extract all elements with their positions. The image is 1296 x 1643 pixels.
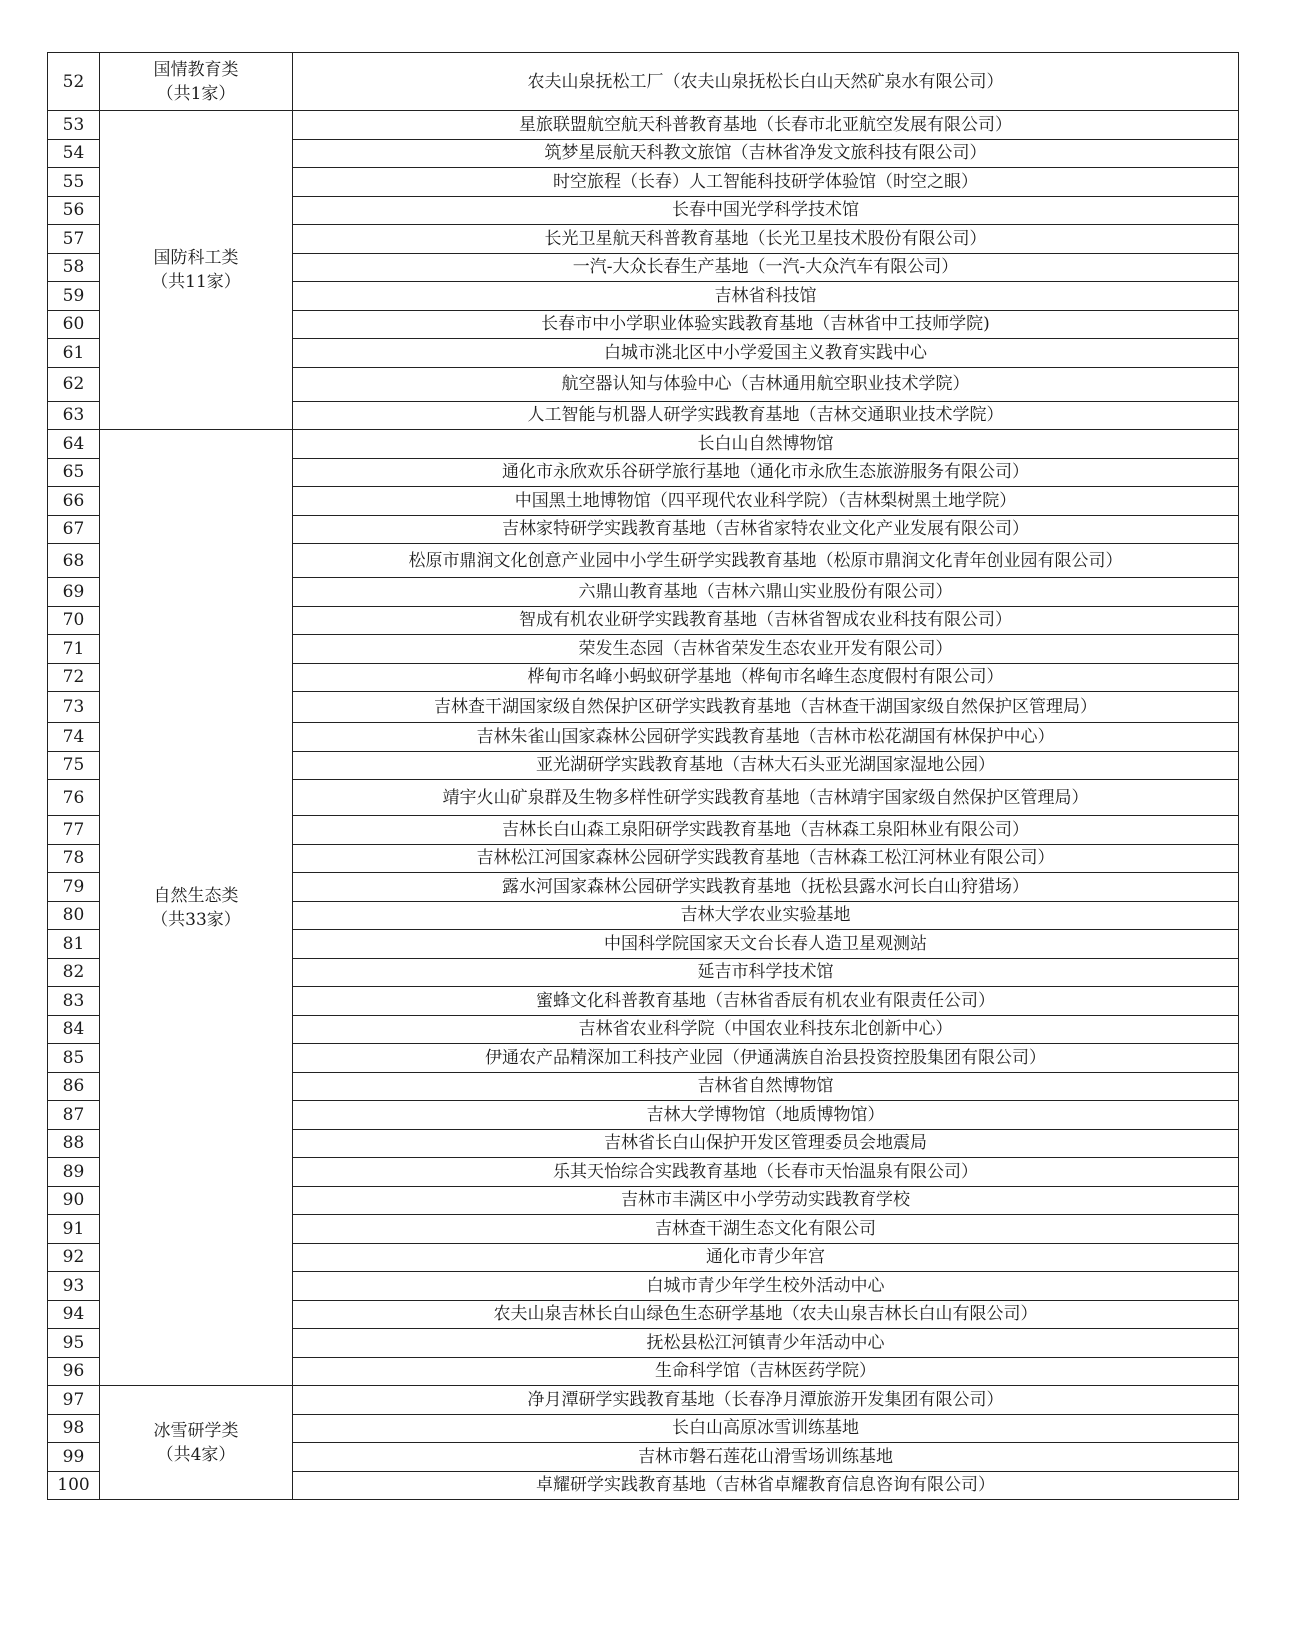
base-name: 卓耀研学实践教育基地（吉林省卓耀教育信息咨询有限公司） — [293, 1471, 1239, 1500]
row-number: 99 — [48, 1443, 100, 1472]
row-number: 87 — [48, 1101, 100, 1130]
row-number: 70 — [48, 606, 100, 635]
row-number: 88 — [48, 1129, 100, 1158]
row-number: 54 — [48, 139, 100, 168]
row-number: 83 — [48, 987, 100, 1016]
row-number: 63 — [48, 401, 100, 430]
base-name: 吉林省自然博物馆 — [293, 1072, 1239, 1101]
category-cell — [100, 53, 293, 111]
base-name: 吉林松江河国家森林公园研学实践教育基地（吉林森工松江河林业有限公司） — [293, 844, 1239, 873]
base-name: 吉林家特研学实践教育基地（吉林省家特农业文化产业发展有限公司） — [293, 515, 1239, 544]
row-number: 98 — [48, 1414, 100, 1443]
base-name: 时空旅程（长春）人工智能科技研学体验馆（时空之眼） — [293, 168, 1239, 197]
base-name: 航空器认知与体验中心（吉林通用航空职业技术学院） — [293, 367, 1239, 401]
base-name: 吉林查干湖生态文化有限公司 — [293, 1215, 1239, 1244]
row-number: 71 — [48, 635, 100, 664]
row-number: 93 — [48, 1272, 100, 1301]
base-name: 抚松县松江河镇青少年活动中心 — [293, 1329, 1239, 1358]
row-number: 72 — [48, 663, 100, 692]
row-number: 53 — [48, 111, 100, 140]
row-number: 67 — [48, 515, 100, 544]
base-name: 长春中国光学科学技术馆 — [293, 196, 1239, 225]
row-number: 59 — [48, 282, 100, 311]
row-number: 61 — [48, 339, 100, 368]
base-name: 白城市青少年学生校外活动中心 — [293, 1272, 1239, 1301]
base-name: 露水河国家森林公园研学实践教育基地（抚松县露水河长白山狩猎场） — [293, 873, 1239, 902]
base-name: 靖宇火山矿泉群及生物多样性研学实践教育基地（吉林靖宇国家级自然保护区管理局） — [293, 780, 1239, 816]
row-number: 86 — [48, 1072, 100, 1101]
base-name: 长白山自然博物馆 — [293, 430, 1239, 459]
base-name: 荣发生态园（吉林省荣发生态农业开发有限公司） — [293, 635, 1239, 664]
row-number: 94 — [48, 1300, 100, 1329]
base-name: 吉林长白山森工泉阳研学实践教育基地（吉林森工泉阳林业有限公司） — [293, 816, 1239, 845]
base-name: 通化市青少年宫 — [293, 1243, 1239, 1272]
base-name: 吉林省科技馆 — [293, 282, 1239, 311]
base-name: 吉林市丰满区中小学劳动实践教育学校 — [293, 1186, 1239, 1215]
row-number: 68 — [48, 544, 100, 578]
base-name: 中国科学院国家天文台长春人造卫星观测站 — [293, 930, 1239, 959]
base-name: 一汽-大众长春生产基地（一汽-大众汽车有限公司） — [293, 253, 1239, 282]
table-body — [48, 53, 1239, 1500]
category-cell — [100, 1386, 293, 1500]
row-number: 77 — [48, 816, 100, 845]
base-name: 智成有机农业研学实践教育基地（吉林省智成农业科技有限公司） — [293, 606, 1239, 635]
base-name: 白城市洮北区中小学爱国主义教育实践中心 — [293, 339, 1239, 368]
base-name: 吉林查干湖国家级自然保护区研学实践教育基地（吉林查干湖国家级自然保护区管理局） — [293, 692, 1239, 723]
row-number: 65 — [48, 458, 100, 487]
row-number: 79 — [48, 873, 100, 902]
row-number: 58 — [48, 253, 100, 282]
base-name: 蜜蜂文化科普教育基地（吉林省香辰有机农业有限责任公司） — [293, 987, 1239, 1016]
base-name: 农夫山泉抚松工厂（农夫山泉抚松长白山天然矿泉水有限公司） — [293, 53, 1239, 111]
base-name: 延吉市科学技术馆 — [293, 958, 1239, 987]
base-name: 乐其天怡综合实践教育基地（长春市天怡温泉有限公司） — [293, 1158, 1239, 1187]
base-name: 六鼎山教育基地（吉林六鼎山实业股份有限公司） — [293, 578, 1239, 607]
base-name: 长白山高原冰雪训练基地 — [293, 1414, 1239, 1443]
base-name: 吉林大学农业实验基地 — [293, 901, 1239, 930]
base-name: 吉林省农业科学院（中国农业科技东北创新中心） — [293, 1015, 1239, 1044]
row-number: 62 — [48, 367, 100, 401]
category-name: 自然生态类 — [153, 885, 239, 906]
table-row — [48, 430, 1239, 459]
row-number: 80 — [48, 901, 100, 930]
row-number: 52 — [48, 53, 100, 111]
category-cell — [100, 430, 293, 1386]
base-name: 伊通农产品精深加工科技产业园（伊通满族自治县投资控股集团有限公司） — [293, 1044, 1239, 1073]
base-name: 净月潭研学实践教育基地（长春净月潭旅游开发集团有限公司） — [293, 1386, 1239, 1415]
row-number: 73 — [48, 692, 100, 723]
category-name: 国防科工类 — [153, 248, 239, 268]
row-number: 100 — [48, 1471, 100, 1500]
base-name: 桦甸市名峰小蚂蚁研学基地（桦甸市名峰生态度假村有限公司） — [293, 663, 1239, 692]
category-name: 国情教育类 — [153, 59, 239, 80]
row-number: 60 — [48, 310, 100, 339]
base-list-table — [47, 52, 1239, 1500]
base-name: 亚光湖研学实践教育基地（吉林大石头亚光湖国家湿地公园） — [293, 751, 1239, 780]
category-name: 冰雪研学类 — [153, 1420, 239, 1441]
row-number: 85 — [48, 1044, 100, 1073]
base-name: 生命科学馆（吉林医药学院） — [293, 1357, 1239, 1386]
row-number: 78 — [48, 844, 100, 873]
row-number: 97 — [48, 1386, 100, 1415]
row-number: 95 — [48, 1329, 100, 1358]
row-number: 74 — [48, 723, 100, 752]
table-row — [48, 1386, 1239, 1415]
row-number: 81 — [48, 930, 100, 959]
category-count: （共1家） — [156, 83, 236, 104]
category-cell — [100, 111, 293, 430]
base-name: 星旅联盟航空航天科普教育基地（长春市北亚航空发展有限公司） — [293, 111, 1239, 140]
category-count: （共4家） — [156, 1444, 236, 1465]
row-number: 64 — [48, 430, 100, 459]
row-number: 91 — [48, 1215, 100, 1244]
row-number: 92 — [48, 1243, 100, 1272]
row-number: 55 — [48, 168, 100, 197]
base-name: 吉林省长白山保护开发区管理委员会地震局 — [293, 1129, 1239, 1158]
row-number: 90 — [48, 1186, 100, 1215]
row-number: 66 — [48, 487, 100, 516]
row-number: 84 — [48, 1015, 100, 1044]
base-name: 长光卫星航天科普教育基地（长光卫星技术股份有限公司） — [293, 225, 1239, 254]
base-name: 吉林大学博物馆（地质博物馆） — [293, 1101, 1239, 1130]
base-name: 吉林朱雀山国家森林公园研学实践教育基地（吉林市松花湖国有林保护中心） — [293, 723, 1239, 752]
row-number: 96 — [48, 1357, 100, 1386]
row-number: 82 — [48, 958, 100, 987]
category-count: （共33家） — [151, 909, 241, 930]
base-name: 通化市永欣欢乐谷研学旅行基地（通化市永欣生态旅游服务有限公司） — [293, 458, 1239, 487]
row-number: 89 — [48, 1158, 100, 1187]
base-name: 吉林市磐石莲花山滑雪场训练基地 — [293, 1443, 1239, 1472]
row-number: 75 — [48, 751, 100, 780]
base-name: 农夫山泉吉林长白山绿色生态研学基地（农夫山泉吉林长白山有限公司） — [293, 1300, 1239, 1329]
base-name: 人工智能与机器人研学实践教育基地（吉林交通职业技术学院） — [293, 401, 1239, 430]
base-name: 松原市鼎润文化创意产业园中小学生研学实践教育基地（松原市鼎润文化青年创业园有限公司） — [293, 544, 1239, 578]
base-name: 长春市中小学职业体验实践教育基地（吉林省中工技师学院) — [293, 310, 1239, 339]
table-row — [48, 111, 1239, 140]
row-number: 76 — [48, 780, 100, 816]
row-number: 69 — [48, 578, 100, 607]
base-name: 中国黑土地博物馆（四平现代农业科学院）（吉林梨树黑土地学院） — [293, 487, 1239, 516]
category-count: （共11家） — [151, 272, 241, 292]
row-number: 57 — [48, 225, 100, 254]
base-name: 筑梦星辰航天科教文旅馆（吉林省净发文旅科技有限公司） — [293, 139, 1239, 168]
row-number: 56 — [48, 196, 100, 225]
table-row — [48, 53, 1239, 111]
